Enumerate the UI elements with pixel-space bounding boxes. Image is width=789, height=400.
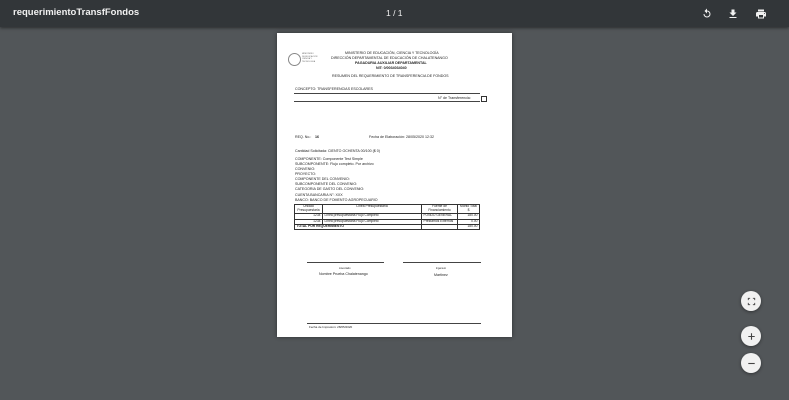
ministry-name: MINISTERIO DE EDUCACIÓN, CIENCIA Y TECNOLOGÍA <box>345 51 439 55</box>
funds-table <box>294 204 480 230</box>
table-cell: FONDO GENERAL <box>422 214 458 219</box>
column-header: Línea Presupuestaria <box>323 205 422 214</box>
subcomponent: SUBCOMPONENTE: Flujo completo. Por archivo <box>295 162 374 166</box>
divider <box>294 93 480 94</box>
rotate-button[interactable] <box>699 6 715 22</box>
table-total-row <box>295 224 480 229</box>
download-icon <box>727 8 739 20</box>
signature-role: Licenciado <box>339 267 351 270</box>
transfer-number-label: N° de Transferencia: <box>438 96 471 100</box>
rotate-icon <box>701 8 713 20</box>
column-header: Unidad Presupuestaria <box>295 205 323 214</box>
amount-requested: Cantidad Solicitada: CIENTO OCHENTA 00/100 ($ 0) <box>295 149 380 153</box>
total-label: TOTAL POR REQUERIMIENTO <box>295 224 422 229</box>
transfer-number-box <box>481 96 487 102</box>
page-indicator: 1 / 1 <box>386 8 403 18</box>
subcomponent-convenio: SUBCOMPONENTE DEL CONVENIO: <box>295 182 358 186</box>
expense-category: CATEGORIA DE GASTO DEL CONVENIO: <box>295 187 365 191</box>
bank: BANCO: BANCO DE FOMENTO AGROPECUARIO <box>295 198 378 202</box>
signature-line <box>307 262 384 263</box>
print-date: Fecha de Impresión: 28/05/2020 <box>309 325 353 329</box>
zoom-out-button[interactable] <box>741 353 761 373</box>
summary-title: RESUMEN DEL REQUERIMIENTO DE TRANSFERENCIA DE FONDOS <box>332 74 449 78</box>
print-icon <box>755 8 767 20</box>
bank-account: CUENTA BANCARIA N°: XXX <box>295 193 343 197</box>
minus-icon <box>746 358 757 369</box>
table-cell: Línea presupuestaria Flujo Completo <box>323 214 422 219</box>
signature-role: Ingeniero <box>436 267 446 270</box>
component-convenio: COMPONENTE DEL CONVENIO: <box>295 177 350 181</box>
table-cell: Línea presupuestaria Flujo Completo <box>323 219 422 224</box>
signature-line <box>403 262 481 263</box>
table-cell: 180.00 <box>458 214 480 219</box>
column-header: Fuente de Financiamiento <box>422 205 458 214</box>
table-cell: 1234 <box>295 214 323 219</box>
elaboration-date: Fecha de Elaboración: 28/05/2020 12:32 <box>369 135 434 139</box>
table-header-row <box>295 205 480 214</box>
footer-line <box>307 323 481 324</box>
divider <box>294 101 480 102</box>
pdf-page <box>277 33 512 337</box>
total-value: 180.00 <box>458 224 480 229</box>
ministry-logo-text: MINISTERIO DE EDUCACIÓN CIENCIA Y TECNOLOGÍA <box>302 53 318 63</box>
fit-page-icon <box>746 296 757 307</box>
signature-name: Martinez <box>434 273 448 277</box>
document-title: requerimientoTransfFondos <box>13 7 140 18</box>
convenio: CONVENIO: <box>295 167 316 171</box>
office-name: PAGADURIA AUXILIAR DEPARTAMENTAL <box>355 61 427 65</box>
proyecto: PROYECTO: <box>295 172 317 176</box>
zoom-in-button[interactable] <box>741 326 761 346</box>
table-cell: Préstamos Externos <box>422 219 458 224</box>
pdf-toolbar <box>0 0 789 27</box>
req-value: 16 <box>315 135 319 139</box>
table-cell: 0.00 <box>458 219 480 224</box>
nit: NIT: 0/0034034040 <box>376 66 407 70</box>
concept: CONCEPTO: TRANSFERENCIAS ESCOLARES <box>295 87 373 91</box>
direction-name: DIRECCIÓN DEPARTAMENTAL DE EDUCACIÓN DE CHALATENANGO <box>331 56 448 60</box>
plus-icon <box>746 331 757 342</box>
print-button[interactable] <box>753 6 769 22</box>
column-header: Monto Total $ <box>458 205 480 214</box>
req-label: REQ. No.: <box>295 135 312 139</box>
download-button[interactable] <box>725 6 741 22</box>
fit-page-button[interactable] <box>741 291 761 311</box>
table-cell: 1234 <box>295 219 323 224</box>
table-cell <box>422 224 458 229</box>
ministry-seal-icon <box>288 53 301 66</box>
signature-name: Nombre Prueba Chalatenango <box>319 272 368 276</box>
component: COMPONENTE: Componente Test Simple <box>295 157 363 161</box>
